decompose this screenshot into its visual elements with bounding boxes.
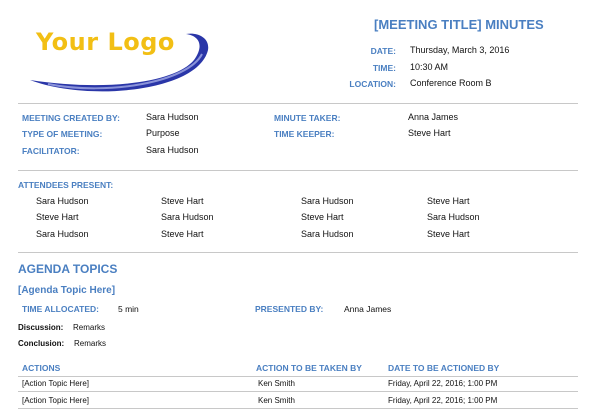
attendee-name: Sara Hudson (301, 229, 354, 239)
presented-by-label: PRESENTED BY: (255, 304, 324, 314)
facilitator-label: FACILITATOR: (22, 146, 80, 156)
divider (18, 391, 578, 392)
action-topic: [Action Topic Here] (22, 379, 89, 388)
attendee-name: Sara Hudson (36, 229, 89, 239)
taken-by-column-header: ACTION TO BE TAKEN BY (256, 363, 362, 373)
attendee-name: Sara Hudson (301, 196, 354, 206)
attendee-name: Steve Hart (427, 196, 470, 206)
time-keeper-value: Steve Hart (408, 128, 451, 138)
meeting-title: [MEETING TITLE] MINUTES (374, 17, 544, 32)
location-label: LOCATION: (349, 79, 396, 89)
minute-taker-value: Anna James (408, 112, 459, 122)
date-value: Thursday, March 3, 2016 (410, 45, 510, 55)
facilitator-value: Sara Hudson (146, 145, 199, 155)
minute-taker-label: MINUTE TAKER: (274, 113, 341, 123)
attendee-name: Steve Hart (301, 212, 344, 222)
discussion-label: Discussion: (18, 323, 64, 332)
meeting-type-value: Purpose (146, 128, 180, 138)
divider (18, 408, 578, 409)
location-value: Conference Room B (410, 78, 492, 88)
attendees-label: ATTENDEES PRESENT: (18, 180, 114, 190)
agenda-topic: [Agenda Topic Here] (18, 285, 116, 296)
time-label: TIME: (372, 63, 396, 73)
action-topic: [Action Topic Here] (22, 396, 89, 405)
company-logo (18, 20, 218, 100)
action-owner: Ken Smith (258, 396, 295, 405)
date-label: DATE: (370, 46, 396, 56)
attendee-name: Steve Hart (161, 196, 204, 206)
created-by-label: MEETING CREATED BY: (22, 113, 120, 123)
action-due-date: Friday, April 22, 2016; 1:00 PM (388, 396, 498, 405)
time-keeper-label: TIME KEEPER: (274, 129, 335, 139)
attendee-name: Sara Hudson (36, 196, 89, 206)
action-due-date: Friday, April 22, 2016; 1:00 PM (388, 379, 498, 388)
created-by-value: Sara Hudson (146, 112, 199, 122)
meeting-type-label: TYPE OF MEETING: (22, 129, 103, 139)
time-value: 10:30 AM (410, 62, 449, 72)
conclusion-label: Conclusion: (18, 339, 65, 348)
attendee-name: Steve Hart (161, 229, 204, 239)
divider (18, 103, 578, 104)
date-column-header: DATE TO BE ACTIONED BY (388, 363, 500, 373)
conclusion-value: Remarks (74, 339, 107, 348)
action-owner: Ken Smith (258, 379, 295, 388)
attendee-name: Steve Hart (36, 212, 79, 222)
discussion-value: Remarks (73, 323, 106, 332)
attendee-name: Sara Hudson (427, 212, 480, 222)
presented-by-value: Anna James (344, 304, 392, 314)
actions-column-header: ACTIONS (22, 363, 61, 373)
time-allocated-value: 5 min (118, 304, 139, 314)
attendee-name: Steve Hart (427, 229, 470, 239)
attendee-name: Sara Hudson (161, 212, 214, 222)
time-allocated-label: TIME ALLOCATED: (22, 304, 99, 314)
agenda-heading: AGENDA TOPICS (18, 262, 118, 276)
divider (18, 252, 578, 253)
divider (18, 376, 578, 377)
divider (18, 170, 578, 171)
logo-text: Your Logo (36, 28, 175, 56)
